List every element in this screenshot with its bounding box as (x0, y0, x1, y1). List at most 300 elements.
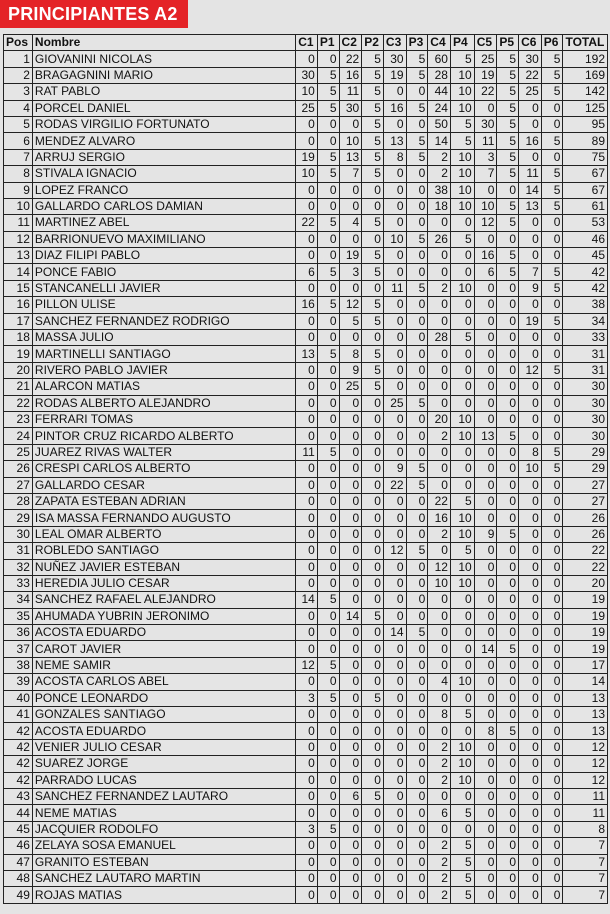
score-cell: 5 (541, 182, 563, 198)
score-cell: 0 (541, 690, 563, 706)
score-cell: 0 (519, 428, 542, 444)
score-cell: 0 (406, 788, 428, 804)
score-cell: 8 (383, 149, 406, 165)
score-cell: 0 (383, 690, 406, 706)
table-row (4, 264, 608, 280)
score-cell: 0 (519, 379, 542, 395)
score-cell: 0 (541, 821, 563, 837)
score-cell: 0 (474, 674, 497, 690)
score-cell: 0 (497, 821, 519, 837)
table-row (4, 838, 608, 854)
table-row (4, 788, 608, 804)
score-cell: 0 (474, 838, 497, 854)
name-cell: ARRUJ SERGIO (32, 149, 295, 165)
score-cell: 0 (541, 526, 563, 542)
score-cell: 0 (317, 231, 339, 247)
score-cell: 0 (362, 674, 384, 690)
score-cell: 5 (317, 592, 339, 608)
score-cell: 10 (383, 231, 406, 247)
score-cell: 5 (450, 805, 474, 821)
score-cell: 5 (497, 248, 519, 264)
score-cell: 0 (474, 362, 497, 378)
score-cell: 0 (406, 887, 428, 903)
score-cell: 0 (519, 821, 542, 837)
score-cell: 5 (406, 51, 428, 67)
total-cell: 8 (563, 821, 608, 837)
name-cell: ACOSTA EDUARDO (32, 723, 295, 739)
score-cell: 5 (362, 51, 384, 67)
score-cell: 0 (383, 379, 406, 395)
score-cell: 0 (450, 395, 474, 411)
score-cell: 0 (339, 854, 362, 870)
score-cell: 0 (541, 838, 563, 854)
score-cell: 0 (406, 346, 428, 362)
score-cell: 0 (474, 297, 497, 313)
total-cell: 42 (563, 264, 608, 280)
score-cell: 5 (317, 444, 339, 460)
name-cell: RAT PABLO (32, 84, 295, 100)
score-cell: 0 (519, 575, 542, 591)
score-cell: 0 (541, 575, 563, 591)
score-cell: 0 (296, 707, 318, 723)
name-cell: ZAPATA ESTEBAN ADRIAN (32, 493, 295, 509)
score-cell: 30 (296, 67, 318, 83)
score-cell: 0 (497, 625, 519, 641)
position-cell: 46 (4, 838, 33, 854)
score-cell: 5 (362, 100, 384, 116)
table-row (4, 330, 608, 346)
table-row (4, 493, 608, 509)
total-cell: 30 (563, 411, 608, 427)
position-cell: 45 (4, 821, 33, 837)
score-cell: 0 (428, 395, 451, 411)
score-cell: 5 (450, 707, 474, 723)
position-cell: 16 (4, 297, 33, 313)
score-cell: 3 (296, 821, 318, 837)
position-cell: 39 (4, 674, 33, 690)
score-cell: 0 (383, 346, 406, 362)
score-cell: 0 (317, 559, 339, 575)
total-cell: 11 (563, 788, 608, 804)
position-cell: 15 (4, 280, 33, 296)
name-cell: ISA MASSA FERNANDO AUGUSTO (32, 510, 295, 526)
score-cell: 16 (296, 297, 318, 313)
standings-table (3, 34, 608, 904)
score-cell: 0 (317, 739, 339, 755)
score-cell: 0 (406, 690, 428, 706)
score-cell: 0 (296, 756, 318, 772)
score-cell: 0 (519, 641, 542, 657)
score-cell: 0 (339, 690, 362, 706)
table-row (4, 51, 608, 67)
score-cell: 0 (406, 166, 428, 182)
total-cell: 11 (563, 805, 608, 821)
score-cell: 0 (317, 51, 339, 67)
score-cell: 0 (428, 379, 451, 395)
table-row (4, 133, 608, 149)
score-cell: 0 (541, 887, 563, 903)
score-cell: 0 (428, 690, 451, 706)
score-cell: 13 (474, 428, 497, 444)
score-cell: 0 (296, 510, 318, 526)
score-cell: 0 (339, 461, 362, 477)
score-cell: 0 (406, 739, 428, 755)
name-cell: BARRIONUEVO MAXIMILIANO (32, 231, 295, 247)
position-cell: 25 (4, 444, 33, 460)
score-cell: 5 (450, 133, 474, 149)
table-row (4, 608, 608, 624)
score-cell: 5 (362, 67, 384, 83)
score-cell: 0 (406, 116, 428, 132)
score-cell: 10 (450, 411, 474, 427)
score-cell: 5 (541, 313, 563, 329)
score-cell: 0 (406, 821, 428, 837)
position-cell: 10 (4, 198, 33, 214)
total-cell: 67 (563, 166, 608, 182)
score-cell: 11 (339, 84, 362, 100)
score-cell: 0 (317, 379, 339, 395)
score-cell: 13 (296, 346, 318, 362)
score-cell: 0 (428, 346, 451, 362)
score-cell: 0 (383, 788, 406, 804)
score-cell: 0 (474, 657, 497, 673)
score-cell: 0 (317, 428, 339, 444)
score-cell: 0 (497, 756, 519, 772)
score-cell: 0 (362, 625, 384, 641)
score-cell: 0 (474, 690, 497, 706)
score-cell: 0 (296, 493, 318, 509)
score-cell: 5 (362, 116, 384, 132)
score-cell: 0 (296, 641, 318, 657)
score-cell: 0 (519, 215, 542, 231)
score-cell: 0 (383, 739, 406, 755)
score-cell: 0 (362, 657, 384, 673)
score-cell: 0 (541, 805, 563, 821)
position-cell: 34 (4, 592, 33, 608)
total-cell: 42 (563, 280, 608, 296)
score-cell: 5 (317, 264, 339, 280)
score-cell: 0 (541, 674, 563, 690)
name-cell: ROJAS MATIAS (32, 887, 295, 903)
score-cell: 0 (428, 657, 451, 673)
total-cell: 29 (563, 461, 608, 477)
score-cell: 12 (474, 215, 497, 231)
score-cell: 0 (383, 493, 406, 509)
score-cell: 12 (428, 559, 451, 575)
score-cell: 0 (362, 723, 384, 739)
score-cell: 0 (541, 559, 563, 575)
score-cell: 0 (296, 461, 318, 477)
score-cell: 5 (317, 346, 339, 362)
score-cell: 0 (519, 477, 542, 493)
total-cell: 34 (563, 313, 608, 329)
score-cell: 5 (541, 280, 563, 296)
table-row (4, 690, 608, 706)
score-cell: 0 (317, 723, 339, 739)
score-cell: 0 (519, 297, 542, 313)
column-header: Nombre (32, 35, 295, 51)
total-cell: 67 (563, 182, 608, 198)
score-cell: 44 (428, 84, 451, 100)
position-cell: 5 (4, 116, 33, 132)
score-cell: 0 (383, 84, 406, 100)
position-cell: 29 (4, 510, 33, 526)
score-cell: 0 (362, 887, 384, 903)
score-cell: 5 (497, 215, 519, 231)
total-cell: 95 (563, 116, 608, 132)
total-cell: 30 (563, 379, 608, 395)
name-cell: GONZALES SANTIAGO (32, 707, 295, 723)
score-cell: 0 (519, 887, 542, 903)
score-cell: 0 (406, 592, 428, 608)
score-cell: 3 (339, 264, 362, 280)
score-cell: 0 (383, 608, 406, 624)
name-cell: STANCANELLI JAVIER (32, 280, 295, 296)
score-cell: 0 (519, 805, 542, 821)
name-cell: NEME SAMIR (32, 657, 295, 673)
score-cell: 0 (406, 248, 428, 264)
score-cell: 2 (428, 739, 451, 755)
total-cell: 33 (563, 330, 608, 346)
position-cell: 19 (4, 346, 33, 362)
score-cell: 0 (497, 608, 519, 624)
score-cell: 0 (474, 395, 497, 411)
score-cell: 0 (428, 821, 451, 837)
score-cell: 0 (406, 559, 428, 575)
name-cell: ACOSTA CARLOS ABEL (32, 674, 295, 690)
score-cell: 0 (339, 821, 362, 837)
name-cell: PONCE LEONARDO (32, 690, 295, 706)
score-cell: 11 (519, 166, 542, 182)
table-row (4, 739, 608, 755)
score-cell: 0 (497, 477, 519, 493)
score-cell: 0 (497, 379, 519, 395)
score-cell: 5 (541, 264, 563, 280)
name-cell: GALLARDO CESAR (32, 477, 295, 493)
score-cell: 11 (383, 280, 406, 296)
name-cell: BRAGAGNINI MARIO (32, 67, 295, 83)
position-cell: 42 (4, 739, 33, 755)
table-row (4, 674, 608, 690)
score-cell: 0 (383, 674, 406, 690)
score-cell: 0 (296, 739, 318, 755)
score-cell: 0 (406, 379, 428, 395)
score-cell: 2 (428, 870, 451, 886)
score-cell: 0 (450, 346, 474, 362)
score-cell: 5 (541, 444, 563, 460)
score-cell: 0 (428, 608, 451, 624)
score-cell: 0 (519, 707, 542, 723)
total-cell: 12 (563, 739, 608, 755)
score-cell: 0 (541, 723, 563, 739)
score-cell: 0 (450, 821, 474, 837)
score-cell: 0 (519, 854, 542, 870)
position-cell: 44 (4, 805, 33, 821)
score-cell: 0 (317, 395, 339, 411)
position-cell: 12 (4, 231, 33, 247)
column-header: C5 (474, 35, 497, 51)
score-cell: 0 (519, 723, 542, 739)
score-cell: 10 (450, 149, 474, 165)
position-cell: 8 (4, 166, 33, 182)
score-cell: 0 (296, 428, 318, 444)
score-cell: 0 (317, 411, 339, 427)
name-cell: VENIER JULIO CESAR (32, 739, 295, 755)
score-cell: 10 (296, 84, 318, 100)
score-cell: 0 (519, 739, 542, 755)
score-cell: 10 (450, 526, 474, 542)
score-cell: 13 (519, 198, 542, 214)
score-cell: 13 (339, 149, 362, 165)
name-cell: GALLARDO CARLOS DAMIAN (32, 198, 295, 214)
score-cell: 8 (428, 707, 451, 723)
table-row (4, 149, 608, 165)
score-cell: 0 (317, 805, 339, 821)
score-cell: 0 (383, 707, 406, 723)
score-cell: 0 (541, 870, 563, 886)
score-cell: 0 (383, 182, 406, 198)
score-cell: 0 (362, 444, 384, 460)
score-cell: 0 (339, 756, 362, 772)
position-cell: 42 (4, 723, 33, 739)
table-row (4, 346, 608, 362)
score-cell: 0 (497, 772, 519, 788)
score-cell: 5 (450, 330, 474, 346)
score-cell: 0 (317, 870, 339, 886)
position-cell: 38 (4, 657, 33, 673)
score-cell: 0 (317, 788, 339, 804)
score-cell: 0 (428, 641, 451, 657)
score-cell: 0 (519, 493, 542, 509)
score-cell: 22 (296, 215, 318, 231)
score-cell: 2 (428, 280, 451, 296)
table-row (4, 641, 608, 657)
score-cell: 0 (541, 854, 563, 870)
total-cell: 19 (563, 608, 608, 624)
score-cell: 0 (296, 477, 318, 493)
score-cell: 16 (519, 133, 542, 149)
score-cell: 0 (406, 838, 428, 854)
score-cell: 0 (497, 739, 519, 755)
score-cell: 12 (296, 657, 318, 673)
position-cell: 6 (4, 133, 33, 149)
score-cell: 0 (406, 575, 428, 591)
score-cell: 0 (406, 772, 428, 788)
score-cell: 0 (450, 379, 474, 395)
score-cell: 2 (428, 526, 451, 542)
name-cell: ACOSTA EDUARDO (32, 625, 295, 641)
score-cell: 0 (296, 870, 318, 886)
score-cell: 5 (541, 198, 563, 214)
score-cell: 0 (296, 674, 318, 690)
score-cell: 0 (406, 510, 428, 526)
score-cell: 0 (317, 198, 339, 214)
score-cell: 20 (428, 411, 451, 427)
score-cell: 0 (339, 428, 362, 444)
score-cell: 0 (296, 133, 318, 149)
name-cell: DIAZ FILIPI PABLO (32, 248, 295, 264)
score-cell: 5 (450, 51, 474, 67)
table-row (4, 625, 608, 641)
table-row (4, 461, 608, 477)
score-cell: 0 (362, 510, 384, 526)
table-row (4, 362, 608, 378)
score-cell: 5 (497, 84, 519, 100)
score-cell: 0 (362, 870, 384, 886)
score-cell: 0 (362, 428, 384, 444)
score-cell: 2 (428, 149, 451, 165)
score-cell: 5 (317, 67, 339, 83)
score-cell: 0 (497, 362, 519, 378)
score-cell: 0 (474, 805, 497, 821)
position-cell: 40 (4, 690, 33, 706)
score-cell: 0 (383, 723, 406, 739)
score-cell: 10 (450, 756, 474, 772)
score-cell: 0 (317, 641, 339, 657)
score-cell: 0 (450, 477, 474, 493)
score-cell: 5 (450, 870, 474, 886)
score-cell: 4 (339, 215, 362, 231)
score-cell: 2 (428, 772, 451, 788)
score-cell: 0 (450, 608, 474, 624)
score-cell: 0 (296, 625, 318, 641)
total-cell: 45 (563, 248, 608, 264)
total-cell: 142 (563, 84, 608, 100)
score-cell: 0 (296, 543, 318, 559)
score-cell: 5 (406, 280, 428, 296)
name-cell: SUAREZ JORGE (32, 756, 295, 772)
position-cell: 23 (4, 411, 33, 427)
score-cell: 0 (474, 100, 497, 116)
score-cell: 5 (317, 166, 339, 182)
table-row (4, 592, 608, 608)
score-cell: 0 (519, 100, 542, 116)
score-cell: 0 (541, 510, 563, 526)
score-cell: 5 (362, 297, 384, 313)
name-cell: RIVERO PABLO JAVIER (32, 362, 295, 378)
table-row (4, 231, 608, 247)
position-cell: 11 (4, 215, 33, 231)
score-cell: 0 (339, 838, 362, 854)
score-cell: 10 (450, 428, 474, 444)
score-cell: 0 (339, 674, 362, 690)
table-row (4, 100, 608, 116)
score-cell: 0 (428, 477, 451, 493)
score-cell: 0 (362, 477, 384, 493)
score-cell: 0 (541, 657, 563, 673)
score-cell: 10 (450, 772, 474, 788)
score-cell: 22 (474, 84, 497, 100)
score-cell: 0 (519, 543, 542, 559)
score-cell: 0 (541, 788, 563, 804)
score-cell: 0 (296, 575, 318, 591)
position-cell: 4 (4, 100, 33, 116)
score-cell: 0 (362, 493, 384, 509)
score-cell: 0 (296, 559, 318, 575)
score-cell: 0 (450, 625, 474, 641)
score-cell: 0 (474, 625, 497, 641)
score-cell: 0 (406, 215, 428, 231)
score-cell: 6 (474, 264, 497, 280)
score-cell: 0 (296, 608, 318, 624)
score-cell: 0 (406, 198, 428, 214)
table-row (4, 526, 608, 542)
table-row (4, 215, 608, 231)
score-cell: 25 (296, 100, 318, 116)
name-cell: JACQUIER RODOLFO (32, 821, 295, 837)
score-cell: 0 (474, 280, 497, 296)
table-body (4, 51, 608, 903)
